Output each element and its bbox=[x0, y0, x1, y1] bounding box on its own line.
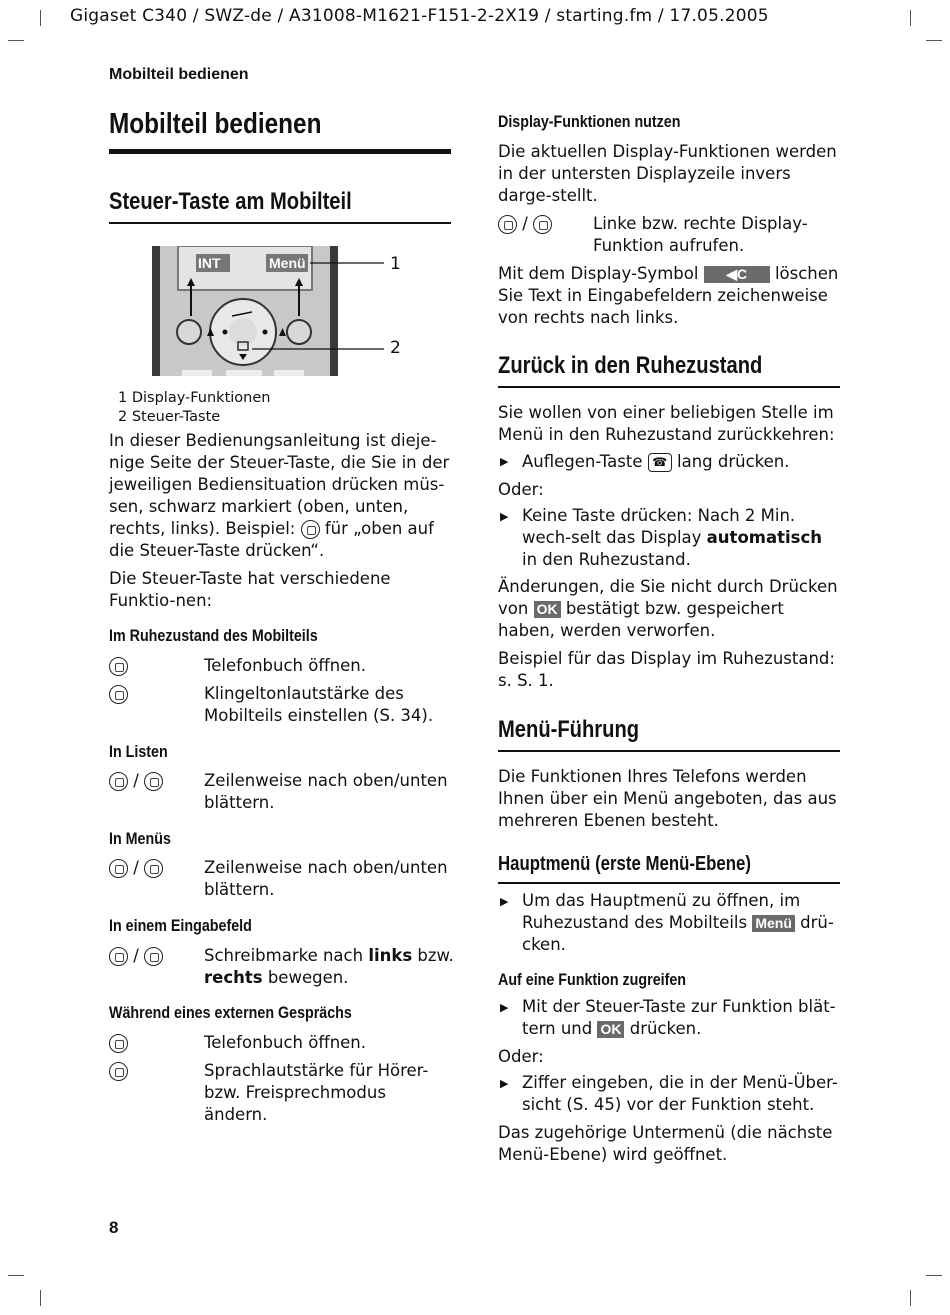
oder-text: Oder: bbox=[498, 1047, 544, 1066]
steuer-taste-unten-icon bbox=[109, 1034, 128, 1053]
bullet-item bbox=[522, 505, 842, 571]
bullet-item bbox=[522, 1072, 842, 1116]
steuer-taste-unten-icon bbox=[109, 657, 128, 676]
key-row bbox=[109, 683, 434, 725]
crop-mark bbox=[40, 1290, 41, 1306]
key-desc: Telefonbuch öffnen. bbox=[204, 1033, 367, 1052]
steuer-taste-oben-icon bbox=[109, 685, 128, 704]
untermenu-paragraph bbox=[498, 1122, 843, 1166]
aenderungen-paragraph bbox=[498, 576, 843, 642]
steuer-taste-rechts-icon bbox=[533, 215, 552, 234]
display-text: Die aktuellen Display-Funktionen werden in der untersten Displayzeile invers darge-stellt. bbox=[498, 142, 837, 205]
text-bold: automatisch bbox=[706, 528, 822, 547]
key-desc: Zeilenweise nach oben/unten blättern. bbox=[204, 771, 448, 812]
subheading-extern: Während eines externen Gesprächs bbox=[109, 1003, 352, 1022]
legend-item: 1 Display-Funktionen bbox=[118, 390, 271, 406]
crop-mark bbox=[910, 10, 911, 26]
text-run: Mit der Steuer-Taste zur Funktion blät-tern und bbox=[522, 997, 836, 1038]
steuer-taste-oben-icon bbox=[109, 772, 128, 791]
steuer-taste-links-icon bbox=[109, 947, 128, 966]
slash: / bbox=[522, 214, 528, 233]
beispiel-paragraph bbox=[498, 648, 843, 692]
text-run: Um das Hauptmenü zu öffnen, im Ruhezustand des Mobilteils bbox=[522, 891, 801, 932]
subheading-display-funktionen: Display-Funktionen nutzen bbox=[498, 112, 681, 131]
untermenu-text: Das zugehörige Untermenü (die nächste Menü-Ebene) wird geöffnet. bbox=[498, 1123, 833, 1164]
running-head: Mobilteil bedienen bbox=[109, 66, 249, 83]
slash: / bbox=[133, 771, 139, 790]
ok-softkey: OK bbox=[534, 601, 561, 618]
bullet-item bbox=[522, 996, 842, 1040]
crop-mark bbox=[40, 10, 41, 26]
bullet-arrow-icon: ▶ bbox=[500, 1001, 509, 1014]
section-heading-steuer: Steuer-Taste am Mobilteil bbox=[109, 188, 352, 215]
symbol-paragraph bbox=[498, 263, 843, 329]
key-desc: Zeilenweise nach oben/unten blättern. bbox=[204, 858, 448, 899]
screen-label-int: INT bbox=[198, 255, 221, 271]
text-run: bestätigt bzw. gespeichert haben, werden verworfen. bbox=[498, 599, 784, 640]
text-run: Mit dem Display-Symbol bbox=[498, 264, 699, 283]
bullet-arrow-icon: ▶ bbox=[500, 1077, 509, 1090]
subheading-zugriff: Auf eine Funktion zugreifen bbox=[498, 970, 687, 989]
steuer-taste-oben-icon bbox=[109, 859, 128, 878]
bullet-arrow-icon: ▶ bbox=[500, 510, 509, 523]
intro-text-end: für „oben auf die Steuer-Taste drücken“. bbox=[109, 519, 434, 560]
title-rule bbox=[109, 149, 451, 154]
handset-figure bbox=[152, 246, 402, 376]
section-rule bbox=[498, 386, 840, 388]
text-bold: links bbox=[368, 946, 413, 965]
page-title: Mobilteil bedienen bbox=[109, 108, 322, 140]
menu-softkey: Menü bbox=[752, 915, 795, 932]
functions-intro-text: Die Steuer-Taste hat verschiedene Funktio-nen: bbox=[109, 569, 391, 610]
steuer-taste-unten-icon bbox=[144, 859, 163, 878]
text-bold: rechts bbox=[204, 968, 263, 987]
crop-mark bbox=[8, 1275, 24, 1276]
section-heading-menu: Menü-Führung bbox=[498, 716, 640, 743]
key-row bbox=[109, 1060, 429, 1124]
subheading-hauptmenu: Hauptmenü (erste Menü-Ebene) bbox=[498, 853, 751, 875]
figure-legend bbox=[118, 389, 270, 427]
text-run: drü-cken. bbox=[522, 913, 834, 954]
text-run: bzw. bbox=[412, 946, 454, 965]
callout-1: 1 bbox=[390, 254, 401, 274]
text-run: Keine Taste drücken: Nach 2 Min. wech-selt das Display bbox=[522, 506, 796, 547]
key-row bbox=[109, 857, 448, 899]
bullet-item bbox=[522, 451, 842, 473]
bullet-item bbox=[522, 890, 842, 956]
key-desc: Klingeltonlautstärke des Mobilteils einstellen (S. 34). bbox=[204, 684, 434, 725]
zurueck-paragraph bbox=[498, 402, 843, 446]
bullet-arrow-icon: ▶ bbox=[500, 455, 509, 468]
delete-symbol: ◀C bbox=[704, 266, 770, 283]
screen-label-menu: Menü bbox=[269, 255, 306, 271]
legend-item: 2 Steuer-Taste bbox=[118, 409, 221, 425]
oder-label bbox=[498, 479, 544, 501]
text-run: bewegen. bbox=[262, 968, 349, 987]
functions-intro bbox=[109, 568, 454, 612]
document-header-line: Gigaset C340 / SWZ-de / A31008-M1621-F151-2-2X19 / starting.fm / 17.05.2005 bbox=[70, 6, 769, 26]
text-run: Auflegen-Taste bbox=[522, 452, 643, 471]
steuer-taste-unten-icon bbox=[144, 772, 163, 791]
subheading-eingabefeld: In einem Eingabefeld bbox=[109, 916, 252, 935]
key-row bbox=[109, 770, 448, 812]
crop-mark bbox=[926, 40, 942, 41]
ziffer-text: Ziffer eingeben, die in der Menü-Über-sicht (S. 45) vor der Funktion steht. bbox=[522, 1073, 838, 1114]
page-number: 8 bbox=[109, 1218, 119, 1237]
key-row bbox=[109, 655, 367, 677]
intro-paragraph bbox=[109, 430, 454, 562]
crop-mark bbox=[910, 1290, 911, 1306]
hangup-key-icon: ☎ bbox=[648, 453, 672, 472]
oder-label bbox=[498, 1046, 544, 1068]
oder-text: Oder: bbox=[498, 480, 544, 499]
key-row bbox=[109, 945, 454, 987]
menu-text: Die Funktionen Ihres Telefons werden Ihnen über ein Menü angeboten, das aus mehreren Ebenen besteht. bbox=[498, 767, 837, 830]
steuer-taste-links-icon bbox=[498, 215, 517, 234]
subsection-rule bbox=[498, 882, 840, 884]
steuer-taste-rechts-icon bbox=[144, 947, 163, 966]
text-run: lang drücken. bbox=[677, 452, 790, 471]
crop-mark bbox=[8, 40, 24, 41]
section-rule bbox=[109, 222, 451, 224]
menu-paragraph bbox=[498, 766, 843, 832]
subheading-ruhezustand: Im Ruhezustand des Mobilteils bbox=[109, 626, 318, 645]
intro-text: In dieser Bedienungsanleitung ist dieje-nige Seite der Steuer-Taste, die Sie in der jeweiligen Bediensituation drücken müs-sen, schwarz markiert (oben, unten, rechts, links). Beispiel: bbox=[109, 431, 450, 538]
section-rule bbox=[498, 750, 840, 752]
text-run: Schreibmarke nach bbox=[204, 946, 369, 965]
slash: / bbox=[133, 946, 139, 965]
slash: / bbox=[133, 858, 139, 877]
section-heading-zurueck: Zurück in den Ruhezustand bbox=[498, 352, 763, 379]
ok-softkey: OK bbox=[597, 1021, 624, 1038]
key-desc: Sprachlautstärke für Hörer-bzw. Freisprechmodus ändern. bbox=[204, 1061, 429, 1124]
key-desc: Linke bzw. rechte Display-Funktion aufrufen. bbox=[593, 214, 808, 255]
text-run: Änderungen, die Sie nicht durch Drücken von bbox=[498, 577, 838, 618]
subheading-menues: In Menüs bbox=[109, 829, 171, 848]
crop-mark bbox=[926, 1275, 942, 1276]
text-run: löschen Sie Text in Eingabefeldern zeichenweise von rechts nach links. bbox=[498, 264, 839, 327]
subheading-listen: In Listen bbox=[109, 742, 168, 761]
key-row bbox=[498, 213, 808, 255]
key-row bbox=[109, 1032, 367, 1054]
steuer-taste-oben-icon bbox=[301, 520, 320, 539]
bullet-arrow-icon: ▶ bbox=[500, 895, 509, 908]
zurueck-text: Sie wollen von einer beliebigen Stelle im Menü in den Ruhezustand zurückkehren: bbox=[498, 403, 835, 444]
text-run: drücken. bbox=[629, 1019, 702, 1038]
steuer-taste-oben-icon bbox=[109, 1062, 128, 1081]
key-desc: Telefonbuch öffnen. bbox=[204, 656, 367, 675]
display-paragraph bbox=[498, 141, 843, 207]
text-run: in den Ruhezustand. bbox=[522, 550, 691, 569]
beispiel-text: Beispiel für das Display im Ruhezustand: s. S. 1. bbox=[498, 649, 835, 690]
key-desc bbox=[204, 945, 464, 989]
callout-2: 2 bbox=[390, 338, 401, 358]
